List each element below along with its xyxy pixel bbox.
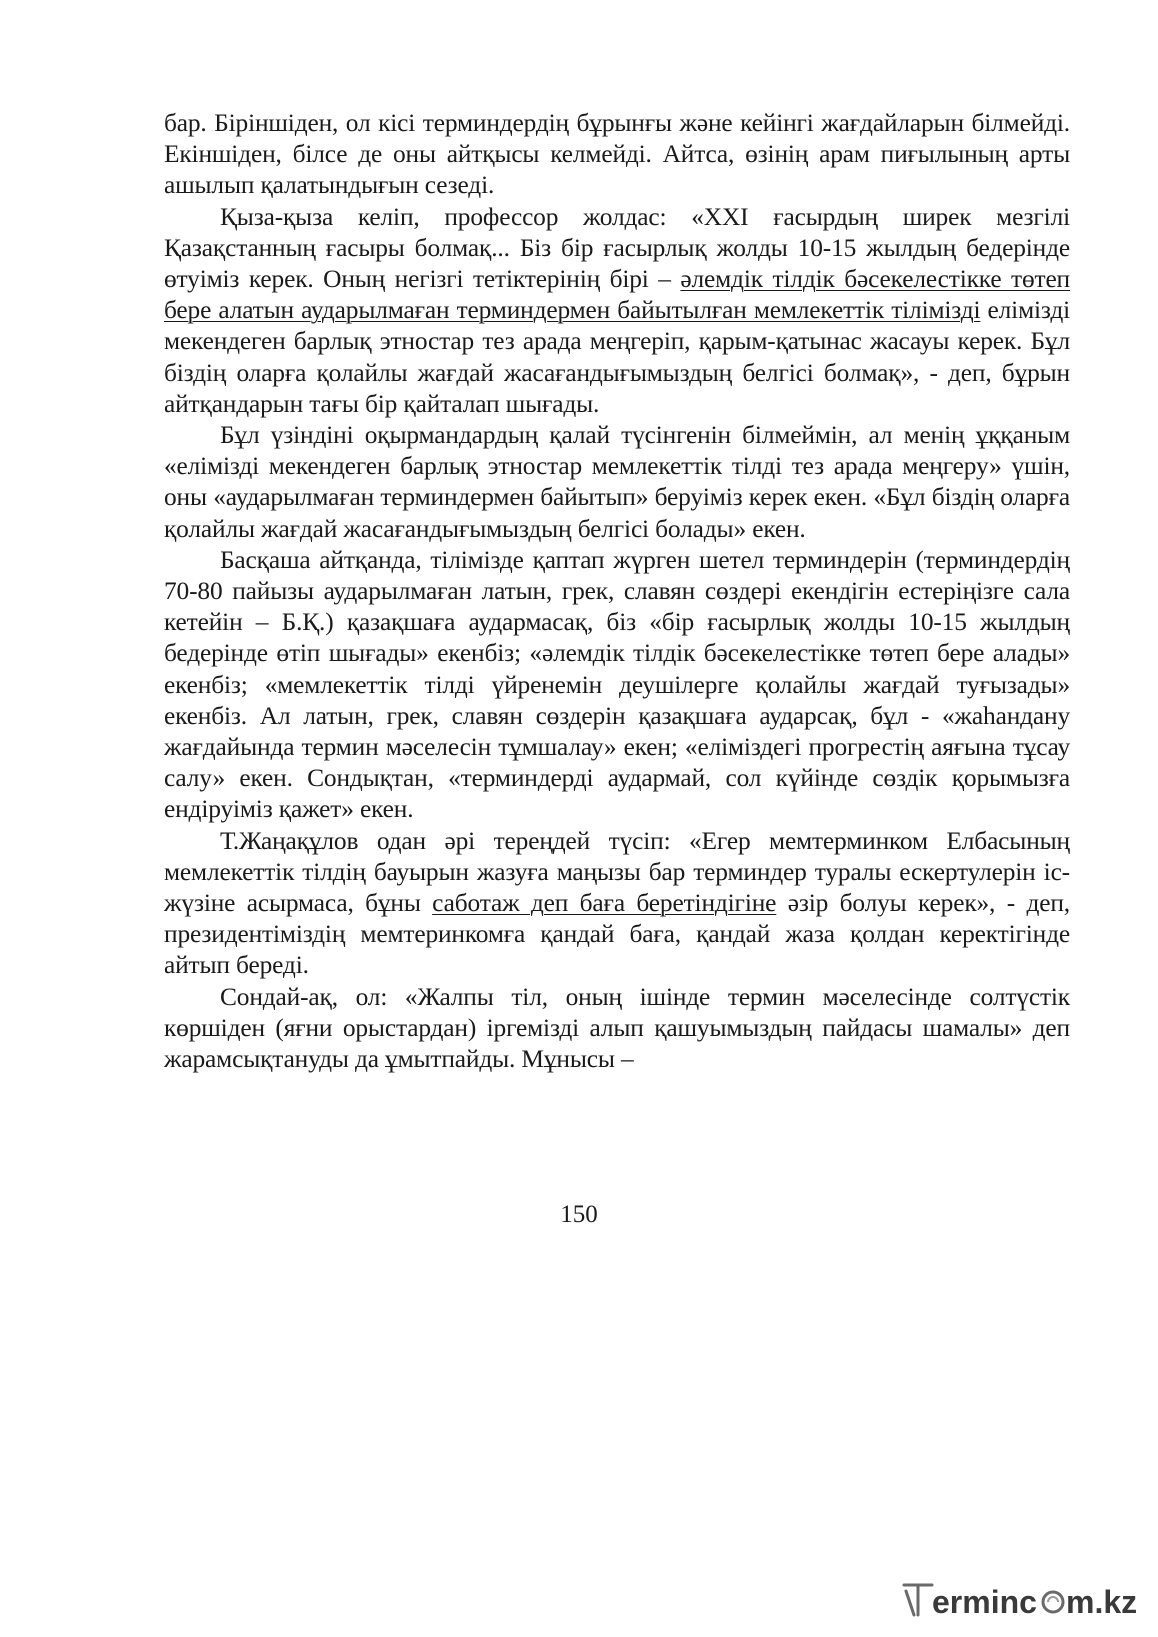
paragraph-1-text: бар. Біріншіден, ол кісі терминдердің бұрынғы және кейінгі жағдайларын білмейді. Екіншіден, білсе де оны айтқысы келмейді. Айтса, өзінің арам пиғылының арты ашылып қалатындығын сезеді. [164, 109, 1070, 200]
paragraph-4 [164, 545, 1070, 826]
svg-text:m.kz: m.kz [1066, 1584, 1138, 1620]
paragraph-2-underlined-text: әлемдік тілдік бәсекелестікке төтеп бере алатын аударылмаған терминдермен байытылған мемлекеттік тілімізді [164, 265, 1070, 325]
document-body [164, 108, 1070, 1075]
termincom-watermark [898, 1575, 1138, 1627]
paragraph-5-text-b: әзір болуы керек», - деп, президентіміздің мемтеринкомға қандай баға, қандай жаза қолдан керектігінде айтып береді. [164, 889, 1070, 980]
paragraph-5-underlined-text: саботаж деп баға беретіндігіне [432, 889, 777, 918]
svg-text:erminc: erminc [932, 1584, 1037, 1620]
paragraph-4-text: Басқаша айтқанда, тілімізде қаптап жүрген шетел терминдерін (терминдердің 70-80 пайызы аударылмаған латын, грек, славян сөздері екендігін естеріңізге сала кетейін – Б.Қ.) қазақшаға аудармасақ, біз «бір ғасырлық жолды 10-15 жылдың бедерінде өтіп шығады» екенбіз; «әлемдік тілдік бәсекелестікке төтеп бере алады» екенбіз; «мемлекеттік тілді үйренемін деушілерге қолайлы жағдай туғызады» екенбіз. Ал латын, грек, славян сөздерін қазақшаға аударсақ, бұл - «жаһандану жағдайында термин мәселесін тұмшалау» екен; «еліміздегі прогрестің аяғына тұсау салу» екен. Сондықтан, «терминдерді аудармай, сол күйінде сөздік қорымызға ендіруіміз қажет» екен. [164, 545, 1070, 824]
paragraph-6-text: Сондай-ақ, ол: «Жалпы тіл, оның ішінде термин мәселесінде солтүстік көршіден (яғни орыстардан) іргемізді алып қашуымыздың пайдасы шамалы» деп жарамсықтануды да ұмытпайды. Мұнысы – [164, 982, 1070, 1074]
paragraph-1 [164, 108, 1070, 202]
termincom-logo-icon [898, 1575, 1138, 1627]
paragraph-3-text: Бұл үзіндіні оқырмандардың қалай түсінгенін білмеймін, ал менің ұққаным «елімізді мекендеген барлық этностар мемлекеттік тілді тез арада меңгеру» үшін, оны «аударылмаған терминдермен байытып» беруіміз керек екен. «Бұл біздің оларға қолайлы жағдай жасағандығымыздың белгісі болады» екен. [164, 421, 1070, 543]
paragraph-5-text-a: Т.Жаңақұлов одан әрі тереңдей түсіп: «Егер мемтерминком Елбасының мемлекеттік тілдің бауырын жазуға маңызы бар терминдер туралы ескертулерін іс-жүзіне асырмаса, бұны [164, 826, 1070, 918]
paragraph-6 [164, 982, 1070, 1076]
paragraph-5 [164, 826, 1070, 982]
paragraph-3 [164, 420, 1070, 545]
paragraph-2-text-b: елімізді мекендеген барлық этностар тез арада меңгеріп, қарым-қатынас жасауы керек. Бұл біздің оларға қолайлы жағдай жасағандығымыздың белгісі болмақ», - деп, бұрын айтқандарын тағы бір қайталап шығады. [164, 296, 1070, 418]
paragraph-2-text-a: Қыза-қыза келіп, профессор жолдас: «XXI ғасырдың ширек мезгілі Қазақстанның ғасыры болмақ... Біз бір ғасырлық жолды 10-15 жылдың бедерінде өтуіміз керек. Оның негізгі тетіктерінің бірі – [164, 202, 1070, 294]
paragraph-2 [164, 202, 1070, 420]
page-number: 150 [560, 1201, 598, 1228]
